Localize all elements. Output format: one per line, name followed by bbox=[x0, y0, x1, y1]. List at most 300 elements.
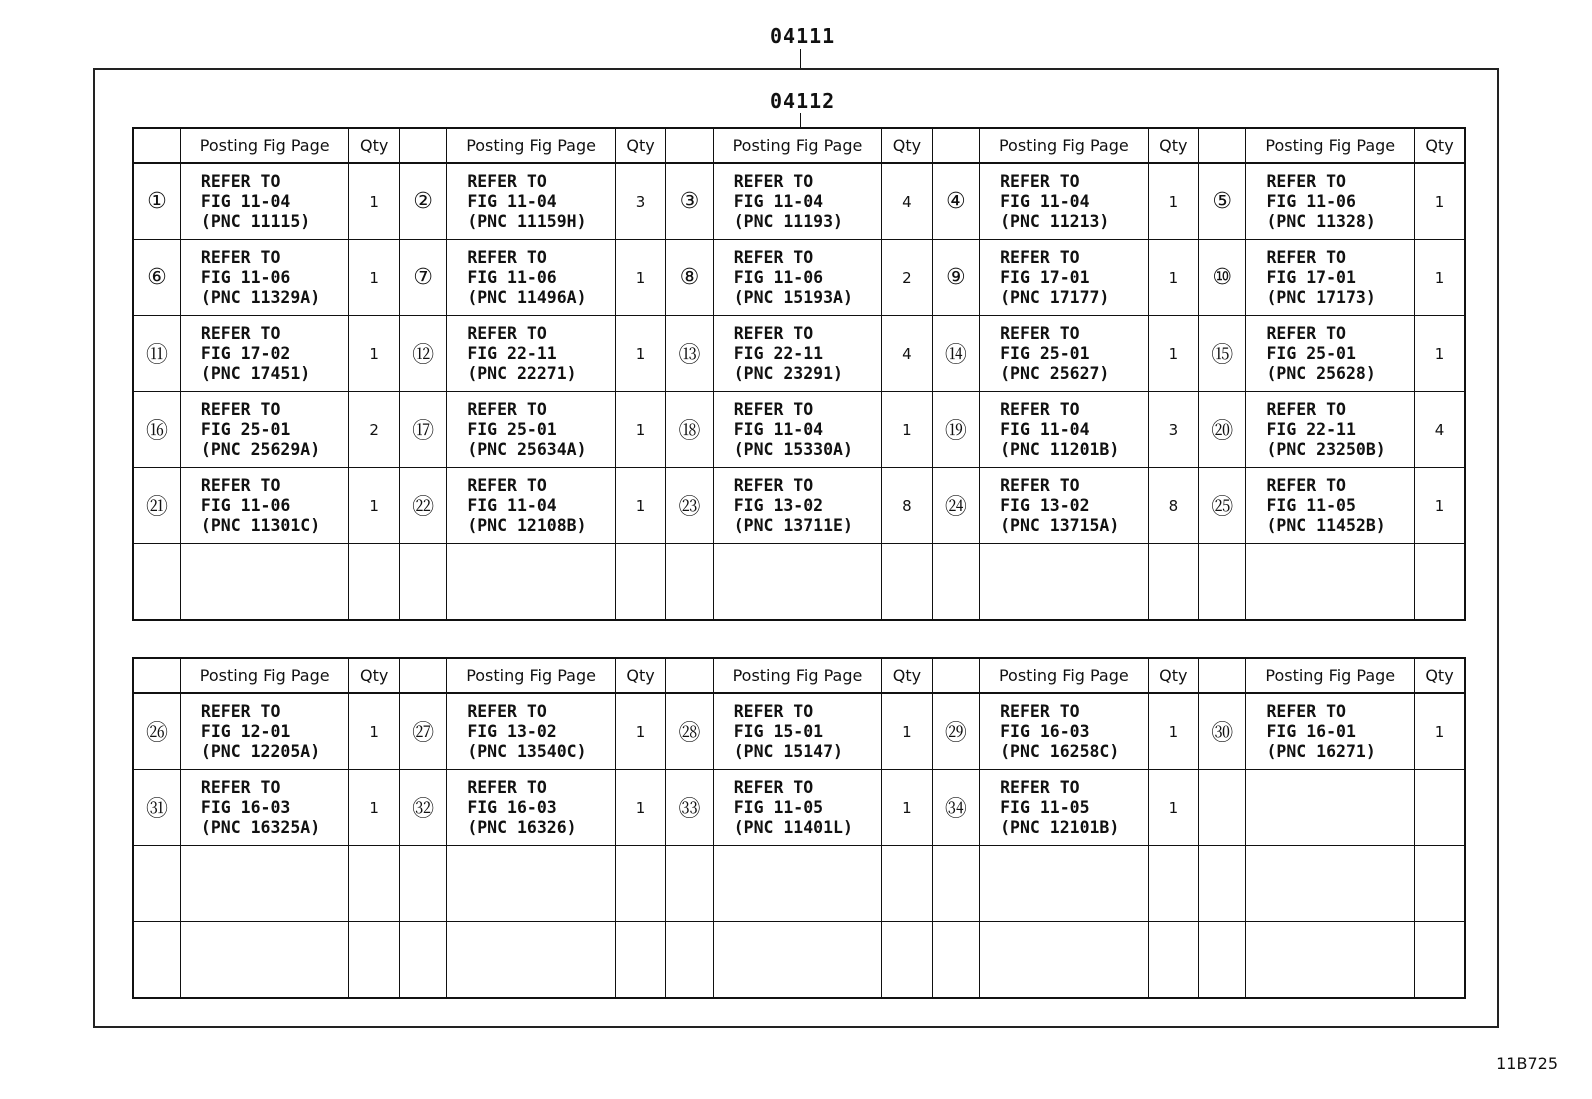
reference-line: REFER TO bbox=[200, 323, 281, 343]
quantity-cell bbox=[1415, 544, 1466, 621]
item-number: ⑱ bbox=[666, 392, 713, 468]
quantity-cell bbox=[882, 544, 932, 621]
quantity-cell: 1 bbox=[1148, 316, 1198, 392]
reference-cell bbox=[713, 316, 882, 392]
reference-line: REFER TO bbox=[200, 247, 281, 267]
reference-line: FIG 11-04 bbox=[1000, 191, 1090, 211]
reference-line: REFER TO bbox=[200, 701, 281, 721]
parts-table-upper bbox=[132, 127, 1466, 621]
item-number: ⑪ bbox=[133, 316, 180, 392]
reference-cell bbox=[980, 392, 1149, 468]
reference-line: FIG 17-01 bbox=[1000, 267, 1090, 287]
reference-cell bbox=[180, 770, 349, 846]
quantity-cell bbox=[349, 544, 399, 621]
reference-cell bbox=[1246, 846, 1415, 922]
item-number: ⑮ bbox=[1199, 316, 1246, 392]
reference-cell bbox=[180, 922, 349, 999]
header-posting-fig-page: Posting Fig Page bbox=[1246, 128, 1415, 163]
quantity-cell bbox=[1148, 922, 1198, 999]
reference-line: FIG 22-11 bbox=[733, 343, 824, 363]
parts-table-lower bbox=[132, 657, 1466, 999]
reference-cell bbox=[713, 163, 882, 240]
quantity-cell: 1 bbox=[615, 693, 665, 770]
reference-line: FIG 25-01 bbox=[1000, 343, 1090, 363]
item-number: ⑬ bbox=[666, 316, 713, 392]
reference-line: (PNC 11193) bbox=[733, 211, 843, 231]
reference-line: REFER TO bbox=[733, 777, 814, 797]
reference-cell bbox=[980, 922, 1149, 999]
reference-line: (PNC 11201B) bbox=[1000, 439, 1120, 459]
reference-line: (PNC 17177) bbox=[1000, 287, 1110, 307]
reference-cell bbox=[980, 544, 1149, 621]
reference-cell bbox=[980, 846, 1149, 922]
item-number: ㉚ bbox=[1199, 693, 1246, 770]
reference-line: REFER TO bbox=[1266, 399, 1346, 419]
item-number bbox=[666, 544, 713, 621]
header-qty: Qty bbox=[882, 658, 932, 693]
quantity-cell: 3 bbox=[615, 163, 665, 240]
reference-line: FIG 11-04 bbox=[467, 191, 557, 211]
header-posting-fig-page: Posting Fig Page bbox=[447, 658, 616, 693]
reference-line: REFER TO bbox=[200, 777, 281, 797]
item-number: ⑯ bbox=[133, 392, 180, 468]
reference-cell bbox=[447, 163, 616, 240]
item-number: ⑲ bbox=[932, 392, 979, 468]
quantity-cell: 1 bbox=[1415, 163, 1466, 240]
reference-cell bbox=[980, 316, 1149, 392]
reference-line: FIG 11-05 bbox=[733, 797, 824, 817]
reference-cell bbox=[447, 392, 616, 468]
item-number bbox=[1199, 544, 1246, 621]
item-number: ⑭ bbox=[932, 316, 979, 392]
reference-line: REFER TO bbox=[467, 777, 547, 797]
reference-line: FIG 11-05 bbox=[1000, 797, 1090, 817]
item-number bbox=[932, 922, 979, 999]
reference-cell bbox=[713, 240, 882, 316]
table-row bbox=[133, 240, 1465, 316]
reference-line: (PNC 15330A) bbox=[733, 439, 853, 459]
item-number bbox=[1199, 922, 1246, 999]
quantity-cell: 3 bbox=[1148, 392, 1198, 468]
quantity-cell: 1 bbox=[349, 163, 399, 240]
reference-line: REFER TO bbox=[1000, 777, 1080, 797]
quantity-cell bbox=[1415, 846, 1466, 922]
reference-line: FIG 11-04 bbox=[1000, 419, 1090, 439]
reference-cell bbox=[180, 693, 349, 770]
reference-cell bbox=[980, 240, 1149, 316]
quantity-cell: 1 bbox=[615, 770, 665, 846]
reference-line: REFER TO bbox=[733, 701, 814, 721]
item-number bbox=[133, 846, 180, 922]
header-row bbox=[133, 658, 1465, 693]
reference-line: FIG 17-01 bbox=[1266, 267, 1356, 287]
reference-line: FIG 13-02 bbox=[1000, 495, 1090, 515]
reference-line: FIG 11-06 bbox=[467, 267, 557, 287]
table-row bbox=[133, 316, 1465, 392]
reference-line: FIG 25-01 bbox=[467, 419, 557, 439]
item-number bbox=[1199, 770, 1246, 846]
item-number bbox=[932, 846, 979, 922]
reference-line: REFER TO bbox=[467, 323, 547, 343]
reference-line: (PNC 13711E) bbox=[733, 515, 853, 535]
item-number bbox=[932, 544, 979, 621]
reference-line: REFER TO bbox=[1000, 247, 1080, 267]
reference-line: FIG 16-03 bbox=[1000, 721, 1090, 741]
header-qty: Qty bbox=[1415, 128, 1466, 163]
reference-cell bbox=[1246, 922, 1415, 999]
assembly-label-04112: 04112 bbox=[770, 89, 836, 113]
quantity-cell: 2 bbox=[349, 392, 399, 468]
item-number bbox=[1199, 846, 1246, 922]
item-number: ㉒ bbox=[399, 468, 446, 544]
header-qty: Qty bbox=[1415, 658, 1466, 693]
reference-line: (PNC 25629A) bbox=[200, 439, 321, 459]
reference-line: REFER TO bbox=[1000, 475, 1080, 495]
reference-line: FIG 13-02 bbox=[733, 495, 824, 515]
leader-line-04112 bbox=[800, 113, 801, 128]
reference-line: REFER TO bbox=[467, 475, 547, 495]
reference-cell bbox=[180, 316, 349, 392]
reference-line: FIG 11-06 bbox=[733, 267, 824, 287]
reference-cell bbox=[713, 693, 882, 770]
reference-line: (PNC 11301C) bbox=[200, 515, 321, 535]
quantity-cell bbox=[882, 846, 932, 922]
reference-line: FIG 11-06 bbox=[200, 267, 291, 287]
reference-line: (PNC 16258C) bbox=[1000, 741, 1120, 761]
quantity-cell: 1 bbox=[1415, 468, 1466, 544]
header-blank-cell bbox=[133, 128, 180, 163]
reference-line: FIG 11-04 bbox=[733, 419, 824, 439]
quantity-cell: 1 bbox=[349, 770, 399, 846]
quantity-cell bbox=[349, 922, 399, 999]
header-posting-fig-page: Posting Fig Page bbox=[713, 128, 882, 163]
reference-cell bbox=[447, 544, 616, 621]
item-number: ㉛ bbox=[133, 770, 180, 846]
reference-line: FIG 17-02 bbox=[200, 343, 291, 363]
reference-line: (PNC 16326) bbox=[467, 817, 577, 837]
reference-cell bbox=[980, 163, 1149, 240]
item-number: ③ bbox=[666, 163, 713, 240]
reference-line: REFER TO bbox=[467, 399, 547, 419]
table-row bbox=[133, 693, 1465, 770]
quantity-cell bbox=[1148, 846, 1198, 922]
table-row bbox=[133, 468, 1465, 544]
header-blank-cell bbox=[399, 128, 446, 163]
reference-line: FIG 25-01 bbox=[200, 419, 291, 439]
reference-line: REFER TO bbox=[733, 323, 814, 343]
reference-line: REFER TO bbox=[467, 701, 547, 721]
reference-line: FIG 11-04 bbox=[200, 191, 291, 211]
reference-cell bbox=[180, 392, 349, 468]
reference-line: (PNC 17173) bbox=[1266, 287, 1376, 307]
item-number bbox=[666, 922, 713, 999]
item-number: ⑫ bbox=[399, 316, 446, 392]
item-number: ⑤ bbox=[1199, 163, 1246, 240]
reference-cell bbox=[447, 468, 616, 544]
table-row bbox=[133, 846, 1465, 922]
reference-line: FIG 25-01 bbox=[1266, 343, 1356, 363]
reference-cell bbox=[180, 163, 349, 240]
reference-line: (PNC 15147) bbox=[733, 741, 843, 761]
reference-line: FIG 11-06 bbox=[200, 495, 291, 515]
reference-cell bbox=[713, 846, 882, 922]
illustration-code: 11B725 bbox=[1496, 1054, 1558, 1073]
item-number bbox=[399, 846, 446, 922]
reference-line: (PNC 22271) bbox=[467, 363, 577, 383]
reference-line: REFER TO bbox=[733, 171, 814, 191]
reference-line: REFER TO bbox=[733, 247, 814, 267]
reference-line: FIG 11-04 bbox=[467, 495, 557, 515]
reference-cell bbox=[713, 544, 882, 621]
reference-line: (PNC 12108B) bbox=[467, 515, 587, 535]
reference-cell bbox=[1246, 316, 1415, 392]
quantity-cell: 1 bbox=[1415, 693, 1466, 770]
item-number: ⑰ bbox=[399, 392, 446, 468]
reference-line: REFER TO bbox=[1266, 475, 1346, 495]
reference-line: (PNC 11159H) bbox=[467, 211, 587, 231]
reference-line: REFER TO bbox=[1000, 399, 1080, 419]
item-number: ㉑ bbox=[133, 468, 180, 544]
reference-line: REFER TO bbox=[1266, 171, 1346, 191]
quantity-cell: 1 bbox=[882, 693, 932, 770]
quantity-cell: 8 bbox=[1148, 468, 1198, 544]
table-row bbox=[133, 922, 1465, 999]
header-posting-fig-page: Posting Fig Page bbox=[180, 128, 349, 163]
reference-cell bbox=[1246, 163, 1415, 240]
reference-line: FIG 11-06 bbox=[1266, 191, 1356, 211]
reference-line: REFER TO bbox=[200, 475, 281, 495]
item-number bbox=[399, 544, 446, 621]
item-number: ㉝ bbox=[666, 770, 713, 846]
item-number: ㉞ bbox=[932, 770, 979, 846]
reference-line: (PNC 12205A) bbox=[200, 741, 321, 761]
item-number bbox=[133, 922, 180, 999]
reference-line: (PNC 16271) bbox=[1266, 741, 1376, 761]
item-number bbox=[133, 544, 180, 621]
header-qty: Qty bbox=[1148, 128, 1198, 163]
item-number: ㉘ bbox=[666, 693, 713, 770]
header-qty: Qty bbox=[615, 658, 665, 693]
reference-line: FIG 22-11 bbox=[467, 343, 557, 363]
reference-line: FIG 15-01 bbox=[733, 721, 824, 741]
item-number: ⑧ bbox=[666, 240, 713, 316]
reference-line: FIG 12-01 bbox=[200, 721, 291, 741]
header-posting-fig-page: Posting Fig Page bbox=[1246, 658, 1415, 693]
reference-line: (PNC 13540C) bbox=[467, 741, 587, 761]
reference-line: (PNC 11496A) bbox=[467, 287, 587, 307]
table-row bbox=[133, 163, 1465, 240]
reference-line: (PNC 11329A) bbox=[200, 287, 321, 307]
reference-line: REFER TO bbox=[1266, 701, 1346, 721]
reference-cell bbox=[180, 544, 349, 621]
reference-line: REFER TO bbox=[1000, 323, 1080, 343]
item-number: ㉓ bbox=[666, 468, 713, 544]
quantity-cell: 1 bbox=[1148, 770, 1198, 846]
item-number: ② bbox=[399, 163, 446, 240]
quantity-cell bbox=[349, 846, 399, 922]
quantity-cell: 1 bbox=[1148, 240, 1198, 316]
reference-line: FIG 16-03 bbox=[200, 797, 291, 817]
reference-line: REFER TO bbox=[1000, 701, 1080, 721]
item-number: ㉙ bbox=[932, 693, 979, 770]
header-blank-cell bbox=[1199, 128, 1246, 163]
item-number: ④ bbox=[932, 163, 979, 240]
table-row bbox=[133, 544, 1465, 621]
quantity-cell: 1 bbox=[349, 693, 399, 770]
reference-line: (PNC 11452B) bbox=[1266, 515, 1386, 535]
reference-cell bbox=[713, 922, 882, 999]
reference-cell bbox=[447, 693, 616, 770]
quantity-cell bbox=[1148, 544, 1198, 621]
assembly-label-04111: 04111 bbox=[770, 24, 836, 48]
reference-line: REFER TO bbox=[467, 247, 547, 267]
quantity-cell: 1 bbox=[882, 392, 932, 468]
reference-line: (PNC 11213) bbox=[1000, 211, 1110, 231]
reference-cell bbox=[1246, 693, 1415, 770]
reference-cell bbox=[980, 770, 1149, 846]
quantity-cell: 4 bbox=[882, 316, 932, 392]
quantity-cell: 1 bbox=[615, 392, 665, 468]
header-qty: Qty bbox=[615, 128, 665, 163]
item-number: ⑦ bbox=[399, 240, 446, 316]
quantity-cell: 1 bbox=[349, 316, 399, 392]
reference-line: FIG 11-04 bbox=[733, 191, 824, 211]
reference-cell bbox=[713, 468, 882, 544]
reference-cell bbox=[1246, 544, 1415, 621]
reference-line: REFER TO bbox=[1000, 171, 1080, 191]
header-posting-fig-page: Posting Fig Page bbox=[980, 128, 1149, 163]
reference-cell bbox=[180, 240, 349, 316]
reference-line: (PNC 11328) bbox=[1266, 211, 1376, 231]
item-number bbox=[399, 922, 446, 999]
header-blank-cell bbox=[1199, 658, 1246, 693]
reference-cell bbox=[180, 468, 349, 544]
quantity-cell: 1 bbox=[1148, 693, 1198, 770]
quantity-cell: 1 bbox=[1415, 316, 1466, 392]
reference-line: (PNC 16325A) bbox=[200, 817, 321, 837]
reference-line: REFER TO bbox=[467, 171, 547, 191]
quantity-cell bbox=[615, 544, 665, 621]
reference-cell bbox=[180, 846, 349, 922]
item-number bbox=[666, 846, 713, 922]
header-blank-cell bbox=[666, 658, 713, 693]
reference-line: FIG 16-03 bbox=[467, 797, 557, 817]
item-number: ㉜ bbox=[399, 770, 446, 846]
reference-line: FIG 11-05 bbox=[1266, 495, 1356, 515]
quantity-cell: 1 bbox=[1415, 240, 1466, 316]
header-row bbox=[133, 128, 1465, 163]
item-number: ① bbox=[133, 163, 180, 240]
quantity-cell bbox=[615, 846, 665, 922]
item-number: ㉗ bbox=[399, 693, 446, 770]
quantity-cell bbox=[1415, 922, 1466, 999]
reference-line: REFER TO bbox=[733, 475, 814, 495]
quantity-cell: 1 bbox=[882, 770, 932, 846]
header-qty: Qty bbox=[349, 128, 399, 163]
reference-line: (PNC 25628) bbox=[1266, 363, 1376, 383]
reference-cell bbox=[447, 922, 616, 999]
quantity-cell: 1 bbox=[615, 316, 665, 392]
reference-line: (PNC 23291) bbox=[733, 363, 843, 383]
quantity-cell: 8 bbox=[882, 468, 932, 544]
header-posting-fig-page: Posting Fig Page bbox=[180, 658, 349, 693]
reference-line: FIG 22-11 bbox=[1266, 419, 1356, 439]
reference-line: (PNC 13715A) bbox=[1000, 515, 1120, 535]
reference-line: FIG 13-02 bbox=[467, 721, 557, 741]
reference-line: REFER TO bbox=[1266, 247, 1346, 267]
quantity-cell: 1 bbox=[349, 468, 399, 544]
reference-cell bbox=[1246, 240, 1415, 316]
quantity-cell: 4 bbox=[1415, 392, 1466, 468]
item-number: ⑳ bbox=[1199, 392, 1246, 468]
item-number: ⑩ bbox=[1199, 240, 1246, 316]
quantity-cell bbox=[882, 922, 932, 999]
reference-line: (PNC 11401L) bbox=[733, 817, 853, 837]
reference-line: REFER TO bbox=[200, 171, 281, 191]
quantity-cell: 4 bbox=[882, 163, 932, 240]
header-blank-cell bbox=[399, 658, 446, 693]
reference-line: (PNC 25627) bbox=[1000, 363, 1110, 383]
header-posting-fig-page: Posting Fig Page bbox=[980, 658, 1149, 693]
reference-line: (PNC 23250B) bbox=[1266, 439, 1386, 459]
reference-cell bbox=[447, 316, 616, 392]
item-number: ㉕ bbox=[1199, 468, 1246, 544]
reference-line: (PNC 25634A) bbox=[467, 439, 587, 459]
reference-cell bbox=[447, 846, 616, 922]
reference-line: (PNC 12101B) bbox=[1000, 817, 1120, 837]
reference-cell bbox=[1246, 468, 1415, 544]
header-blank-cell bbox=[666, 128, 713, 163]
reference-cell bbox=[980, 468, 1149, 544]
header-qty: Qty bbox=[1148, 658, 1198, 693]
reference-cell bbox=[713, 770, 882, 846]
reference-cell bbox=[1246, 770, 1415, 846]
quantity-cell: 2 bbox=[882, 240, 932, 316]
reference-cell bbox=[980, 693, 1149, 770]
reference-line: (PNC 11115) bbox=[200, 211, 311, 231]
reference-line: (PNC 15193A) bbox=[733, 287, 853, 307]
table-row bbox=[133, 770, 1465, 846]
reference-line: REFER TO bbox=[200, 399, 281, 419]
leader-line-04111 bbox=[800, 49, 801, 68]
quantity-cell: 1 bbox=[1148, 163, 1198, 240]
header-blank-cell bbox=[932, 658, 979, 693]
reference-line: FIG 16-01 bbox=[1266, 721, 1356, 741]
quantity-cell bbox=[1415, 770, 1466, 846]
quantity-cell: 1 bbox=[615, 240, 665, 316]
header-blank-cell bbox=[133, 658, 180, 693]
quantity-cell: 1 bbox=[349, 240, 399, 316]
item-number: ㉔ bbox=[932, 468, 979, 544]
header-posting-fig-page: Posting Fig Page bbox=[447, 128, 616, 163]
reference-cell bbox=[447, 770, 616, 846]
reference-cell bbox=[713, 392, 882, 468]
item-number: ⑨ bbox=[932, 240, 979, 316]
reference-line: REFER TO bbox=[733, 399, 814, 419]
header-blank-cell bbox=[932, 128, 979, 163]
table-row bbox=[133, 392, 1465, 468]
reference-line: (PNC 17451) bbox=[200, 363, 311, 383]
reference-cell bbox=[1246, 392, 1415, 468]
quantity-cell bbox=[615, 922, 665, 999]
reference-cell bbox=[447, 240, 616, 316]
header-qty: Qty bbox=[349, 658, 399, 693]
item-number: ⑥ bbox=[133, 240, 180, 316]
reference-line: REFER TO bbox=[1266, 323, 1346, 343]
header-qty: Qty bbox=[882, 128, 932, 163]
quantity-cell: 1 bbox=[615, 468, 665, 544]
header-posting-fig-page: Posting Fig Page bbox=[713, 658, 882, 693]
